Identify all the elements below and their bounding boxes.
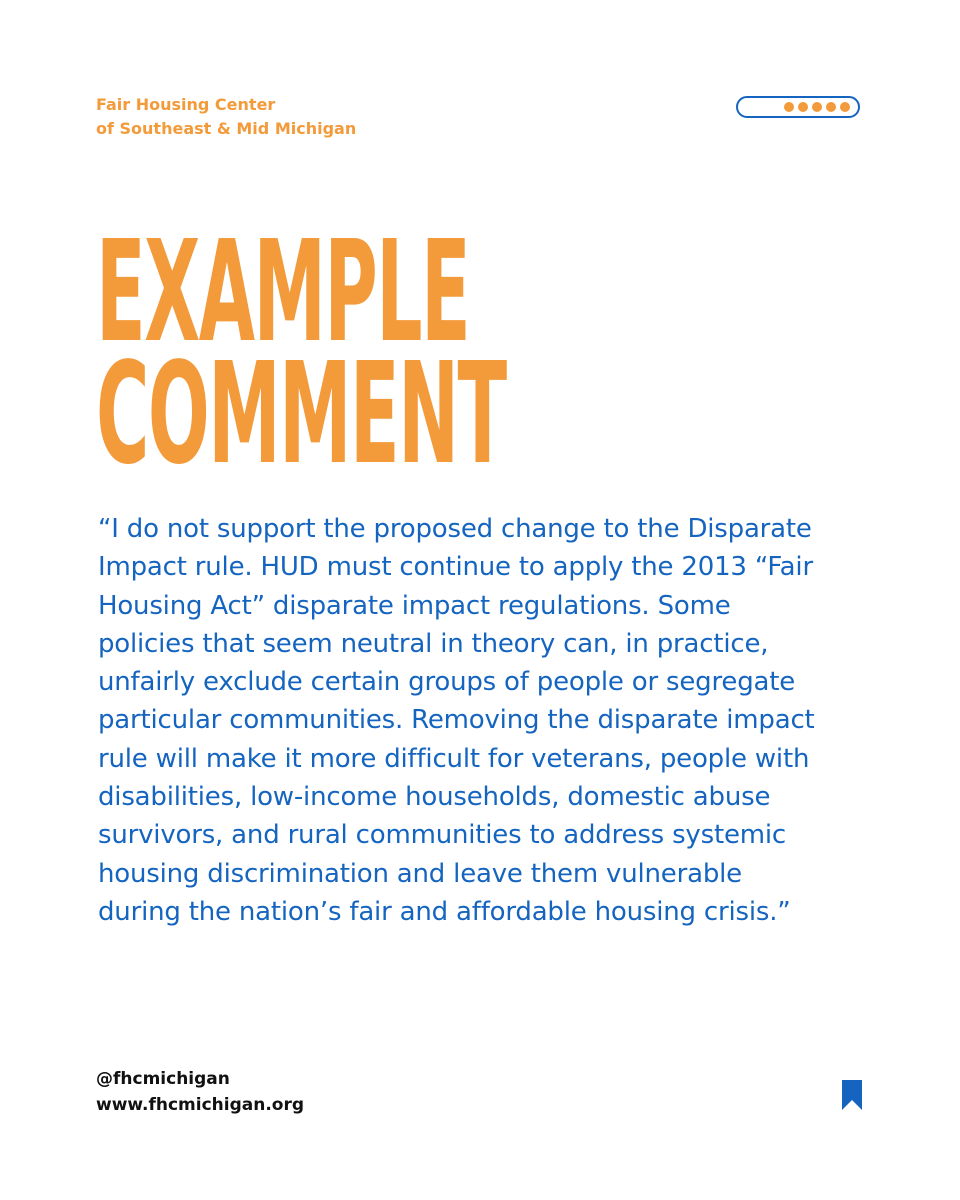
- pager-dot: [798, 102, 808, 112]
- website-link[interactable]: www.fhcmichigan.org: [96, 1095, 305, 1115]
- org-name-line2: of Southeast & Mid Michigan: [96, 119, 357, 138]
- headline-line1: EXAMPLE: [96, 211, 470, 374]
- social-handle: @fhcmichigan: [96, 1069, 230, 1089]
- headline-line2: COMMENT: [96, 333, 506, 496]
- carousel-indicator-icon: [736, 96, 860, 118]
- pager-dot: [840, 102, 850, 112]
- headline: [96, 211, 506, 496]
- pager-dots: [784, 102, 850, 112]
- pager-dot: [826, 102, 836, 112]
- org-name: [96, 93, 356, 141]
- org-name-line1: Fair Housing Center: [96, 95, 276, 114]
- pager-dot: [812, 102, 822, 112]
- comment-quote: “I do not support the proposed change to the Disparate Impact rule. HUD must continue to apply the 2013 “Fair Housing Act” disparate impact regulations. Some policies that seem neutral in theory can, in practice, unfairly exclude certain groups of people or segregate particular communities. Removing the disparate impact rule will make it more difficult for veterans, people with disabilities, low-income households, domestic abuse survivors, and rural communities to address systemic housing discrimination and leave them vulnerable during the nation’s fair and affordable housing crisis.”: [98, 514, 815, 927]
- bookmark-icon[interactable]: [840, 1080, 864, 1110]
- footer-contact: [96, 1066, 304, 1118]
- pager-dot: [784, 102, 794, 112]
